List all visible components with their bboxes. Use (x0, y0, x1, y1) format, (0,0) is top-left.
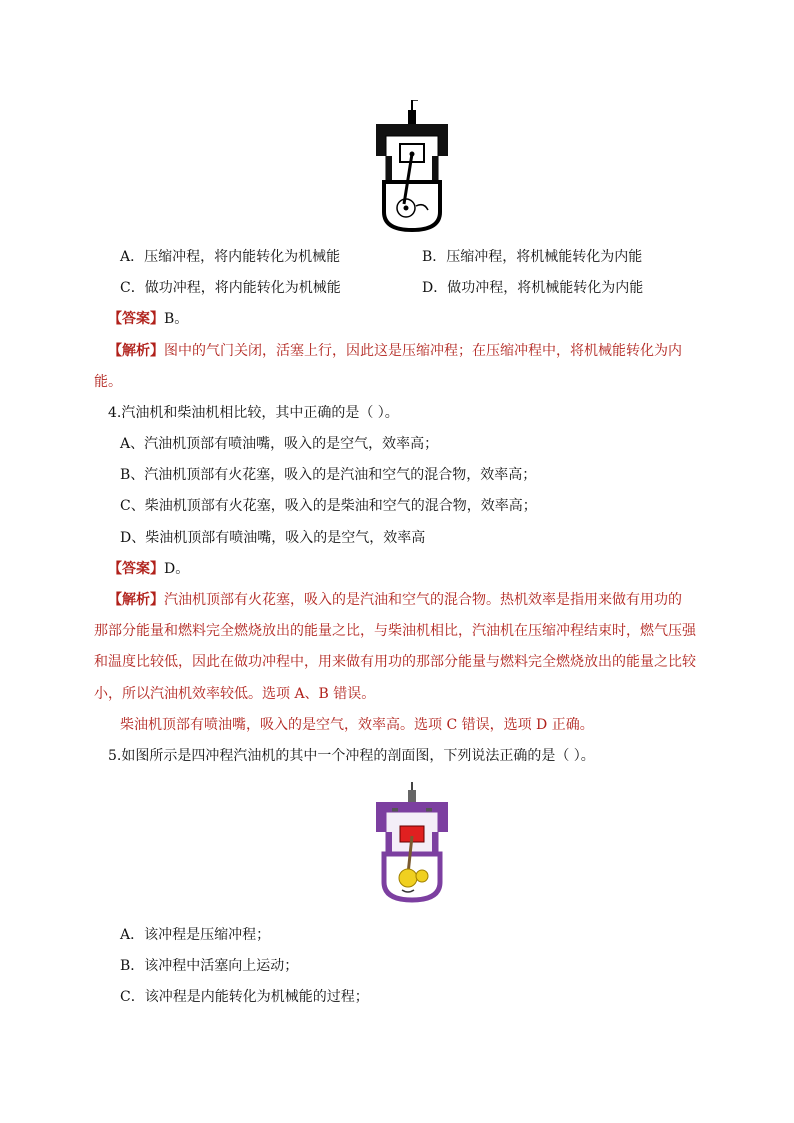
q3-option-c: C．做功冲程，将内能转化为机械能 (120, 280, 341, 296)
q4-option-d: D、柴油机顶部有喷油嘴，吸入的是空气，效率高 (120, 530, 426, 546)
q4-analysis-line-2: 那部分能量和燃料完全燃烧放出的能量之比，与柴油机相比，汽油机在压缩冲程结束时，燃气压强 (94, 623, 696, 639)
analysis-tag: 【解析】 (108, 592, 164, 608)
q4-analysis-line-1 (108, 591, 682, 609)
q4-analysis-line-3: 和温度比较低，因此在做功冲程中，用来做有用功的那部分能量与燃料完全燃烧放出的能量之比较 (94, 654, 696, 670)
q3-analysis-line-2: 能。 (94, 374, 122, 390)
q3-option-b: B．压缩冲程，将机械能转化为内能 (422, 249, 643, 265)
q4-stem: 4.汽油机和柴油机相比较，其中正确的是（ ）。 (108, 405, 399, 421)
analysis-text: 图中的气门关闭，活塞上行，因此这是压缩冲程；在压缩冲程中，将机械能转化为内 (164, 343, 682, 359)
answer-value: D。 (164, 561, 190, 577)
q4-answer (108, 560, 189, 578)
q5-option-c: C．该冲程是内能转化为机械能的过程； (120, 989, 369, 1005)
q3-option-a: A．压缩冲程，将内能转化为机械能 (120, 249, 341, 265)
answer-tag: 【答案】 (108, 561, 164, 577)
q4-option-c: C、柴油机顶部有火花塞，吸入的是柴油和空气的混合物，效率高； (120, 498, 537, 514)
q4-analysis-line-4: 小，所以汽油机效率较低。选项 A、B 错误。 (94, 686, 376, 702)
q4-option-a: A、汽油机顶部有喷油嘴，吸入的是空气，效率高； (120, 436, 439, 452)
answer-value: B。 (164, 311, 189, 327)
engine-diagram-bw (372, 100, 452, 234)
q5-option-b: B．该冲程中活塞向上运动； (120, 958, 299, 974)
engine-diagram-color (372, 782, 452, 904)
q3-analysis-line-1 (108, 342, 682, 360)
q5-option-a: A．该冲程是压缩冲程； (120, 927, 271, 943)
q5-stem: 5.如图所示是四冲程汽油机的其中一个冲程的剖面图，下列说法正确的是（ ）。 (108, 748, 595, 764)
analysis-text: 汽油机顶部有火花塞，吸入的是汽油和空气的混合物。热机效率是指用来做有用功的 (164, 592, 682, 608)
q3-option-d: D．做功冲程，将机械能转化为内能 (422, 280, 644, 296)
q3-answer (108, 310, 188, 328)
analysis-tag: 【解析】 (108, 343, 164, 359)
q4-analysis-line-5: 柴油机顶部有喷油嘴，吸入的是空气，效率高。选项 C 错误，选项 D 正确。 (120, 717, 594, 733)
answer-tag: 【答案】 (108, 311, 164, 327)
q4-option-b: B、汽油机顶部有火花塞，吸入的是汽油和空气的混合物，效率高； (120, 467, 537, 483)
